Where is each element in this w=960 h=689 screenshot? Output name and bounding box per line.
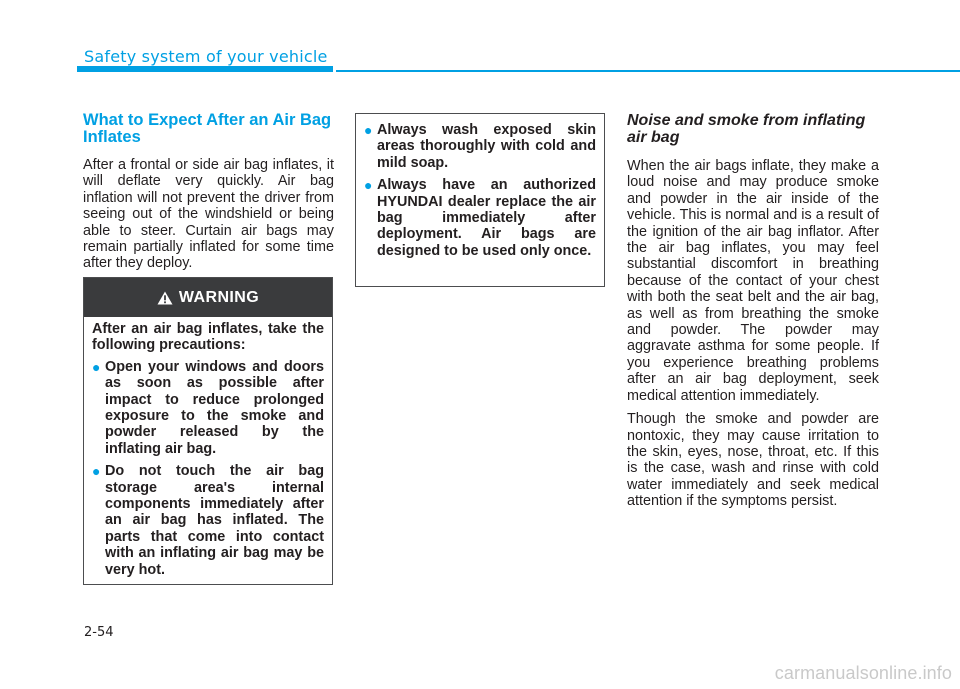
warning-triangle-icon [157, 291, 173, 305]
bullet-dot-icon: ● [92, 358, 101, 375]
intro-paragraph: After a frontal or side air bag inflates, it will deflate very quickly. Air bag inflation will not prevent the driver from seeing out of the windshield or being able to steer. Curtain air bags may remain partially inflated for some time after they deploy. [83, 157, 334, 272]
warning-continued-box [355, 113, 605, 287]
left-column [83, 112, 334, 279]
bullet-text: Always have an authorized HYUNDAI dealer replace the air bag immediately after deployment. Air bags are designed to be used only once. [377, 177, 596, 259]
bullet-text: Open your windows and doors as soon as possible after impact to reduce prolonged exposure to the smoke and powder released by the inflating air bag. [105, 358, 324, 457]
list-item [364, 122, 596, 171]
section-heading: What to Expect After an Air Bag Inflates [83, 111, 332, 146]
header-rule-thick [77, 66, 333, 72]
right-column [627, 112, 879, 517]
header-rule-thin [336, 70, 960, 72]
list-item [92, 359, 324, 457]
body-paragraph: When the air bags inflate, they make a loud noise and may produce smoke and powder in the air inside of the vehicle. This is normal and is a result of the ignition of the air bag inflator. After the air bag inflates, you may feel substantial discomfort in breathing because of the contact of your chest with both the seat belt and the air bag, as well as from breathing the smoke and powder. The powder may aggravate asthma for some people. If you experience breathing problems after an air bag deployment, seek medical attention immediately. [627, 158, 879, 404]
continued-bullet-list [364, 122, 596, 259]
bullet-text: Always wash exposed skin areas thoroughly with cold and mild soap. [377, 122, 596, 171]
list-item [92, 463, 324, 578]
bullet-text: Do not touch the air bag storage area's internal components immediately after an air bag has inflated. The parts that come into contact with an inflating air bag may be very hot. [105, 463, 324, 578]
page-number: 2-54 [84, 625, 114, 640]
warning-box [83, 277, 333, 585]
bullet-dot-icon: ● [364, 177, 373, 194]
warning-intro: After an air bag inflates, take the following precautions: [92, 321, 324, 354]
warning-bullet-list [92, 359, 324, 578]
warning-body [84, 317, 332, 578]
section-title: Safety system of your vehicle [84, 47, 328, 66]
list-item [364, 177, 596, 259]
watermark: carmanualsonline.info [774, 663, 952, 683]
bullet-dot-icon: ● [364, 122, 373, 138]
warning-title: WARNING [178, 288, 260, 306]
body-paragraph: Though the smoke and powder are nontoxic, they may cause irritation to the skin, eyes, nose, throat, etc. If this is the case, wash and rinse with cold water immediately and seek medical attention if the symptoms persist. [627, 411, 879, 510]
warning-header [84, 278, 332, 317]
bullet-dot-icon: ● [92, 463, 101, 480]
subsection-heading: Noise and smoke from inflating air bag [627, 112, 866, 146]
